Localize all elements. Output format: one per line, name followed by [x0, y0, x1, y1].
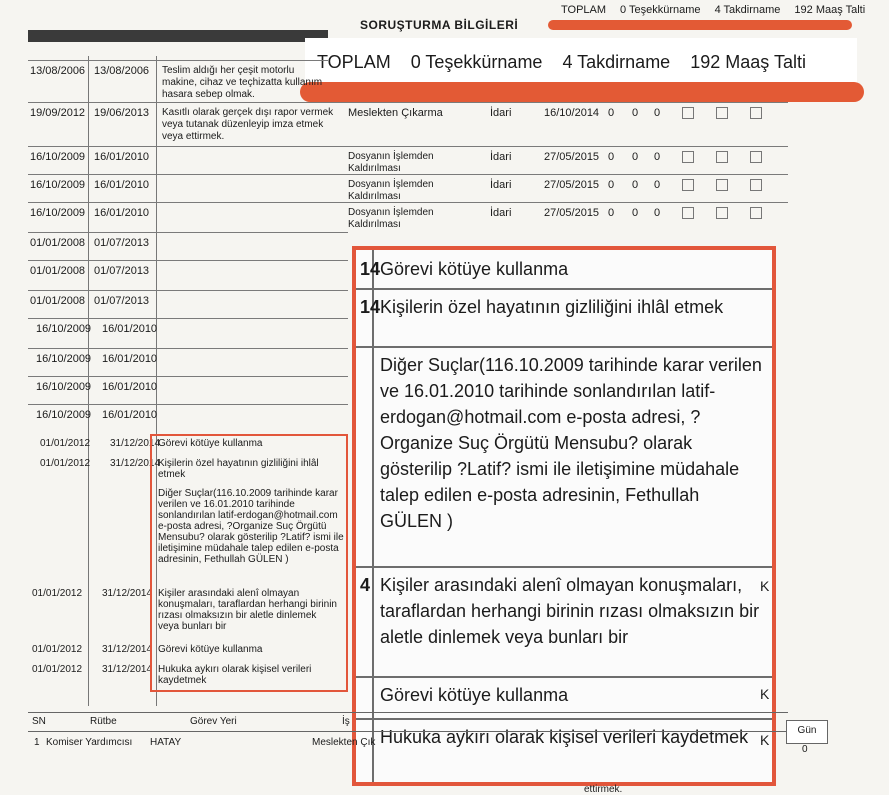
row-date: 27/05/2015: [544, 179, 600, 191]
table-row: [28, 376, 348, 405]
salary-count: 192: [794, 4, 813, 16]
table-row: [28, 404, 348, 433]
highlight-underline-zoomed: [300, 82, 864, 102]
row-result: Dosyanın İşlemden Kaldırılması: [348, 207, 434, 230]
table-row: [28, 102, 788, 147]
row-start-date: 16/10/2009: [30, 151, 86, 163]
summary-total-label: TOPLAM: [561, 4, 607, 16]
row-count-a: 0: [608, 151, 615, 163]
row-start-date: 01/01/2008: [30, 295, 86, 307]
award-label: Takdirname: [723, 4, 781, 16]
small-end-date: 31/12/2014: [102, 588, 153, 599]
small-description: Kişiler arasındaki alenî olmayan konuşmaları, taraflardan herhangi birinin rızası olmaksızın bir aletle dinlemek veya bunları bir: [158, 588, 337, 632]
row-start-date: 16/10/2009: [36, 409, 92, 421]
row-start-date: 16/10/2009: [36, 381, 92, 393]
row-count-a: 0: [608, 207, 615, 219]
row-description: Kasıtlı olarak gerçek dışı rapor vermek veya tutanak düzenleyip imza etmek veya ettirmek.: [162, 107, 334, 142]
thanks-count-zoom: 0: [410, 51, 421, 72]
table-row: [28, 232, 348, 261]
small-end-date: 31/12/2014: [110, 438, 161, 449]
row-end-date: 16/01/2010: [94, 179, 150, 191]
row-count-c: 0: [654, 151, 661, 163]
row-end-date: 16/01/2010: [94, 151, 150, 163]
row-unit: İdari: [490, 151, 512, 163]
zoomed-offense-panel: [352, 246, 776, 786]
row-start-date: 01/01/2008: [30, 237, 86, 249]
award-count-zoom: 4: [562, 51, 573, 72]
row-end-date: 16/01/2010: [94, 207, 150, 219]
small-description: Kişilerin özel hayatının gizliliğini ihlâl etmek: [158, 458, 319, 480]
personnel-result: Meslekten Çık: [312, 737, 376, 748]
small-description: Görevi kötüye kullanma: [158, 438, 263, 449]
zoom-edge-mark: K: [760, 732, 770, 748]
row-checkboxes: [682, 179, 784, 194]
table-row: [28, 174, 788, 203]
header-rank: Rütbe: [90, 716, 117, 727]
zoom-row: [356, 250, 772, 290]
thanks-label: Teşekkürname: [629, 4, 701, 16]
personnel-header: [28, 712, 788, 732]
day-header-cell: [786, 720, 828, 744]
zoom-edge-mark: K: [760, 578, 770, 594]
salary-count-zoom: 192: [690, 51, 721, 72]
row-count-b: 0: [632, 107, 639, 119]
zoom-row-number: 14: [360, 297, 381, 317]
row-count-b: 0: [632, 207, 639, 219]
personnel-sn: 1: [34, 737, 40, 748]
header-day: Gün: [797, 725, 817, 736]
personnel-rank: Komiser Yardımcısı: [46, 737, 133, 748]
small-description: Hukuka aykırı olarak kişisel verileri kaydetmek: [158, 664, 312, 686]
row-count-b: 0: [632, 179, 639, 191]
row-count-c: 0: [654, 179, 661, 191]
row-start-date: 16/10/2009: [30, 207, 86, 219]
table-row: [28, 260, 348, 289]
row-end-date: 01/07/2013: [94, 237, 150, 249]
section-title: SORUŞTURMA BİLGİLERİ: [360, 18, 519, 32]
row-checkboxes: [682, 107, 784, 122]
row-date: 27/05/2015: [544, 207, 600, 219]
row-count-b: 0: [632, 151, 639, 163]
table-row: [28, 318, 348, 347]
table-row: [28, 202, 788, 231]
award-count: 4: [714, 4, 721, 16]
thanks-count: 0: [620, 4, 627, 16]
row-checkboxes: [682, 151, 784, 166]
zoom-row-text: Görevi kötüye kullanma: [380, 259, 569, 279]
zoom-row: [356, 566, 772, 678]
zoom-row: [356, 288, 772, 348]
row-unit: İdari: [490, 179, 512, 191]
table-header-bar: [28, 30, 328, 42]
row-unit: İdari: [490, 107, 512, 119]
row-unit: İdari: [490, 207, 512, 219]
small-start-date: 01/01/2012: [32, 664, 83, 675]
row-end-date: 16/01/2010: [102, 353, 158, 365]
row-start-date: 16/10/2009: [30, 179, 86, 191]
zoom-row-text: Hukuka aykırı olarak kişisel verileri kaydetmek: [380, 727, 749, 747]
row-count-c: 0: [654, 207, 661, 219]
zoom-row-number: 14: [360, 259, 381, 279]
salary-label-zoom: Maaş Talti: [725, 51, 806, 72]
row-end-date: 19/06/2013: [94, 107, 150, 119]
row-count-a: 0: [608, 107, 615, 119]
zoom-row-text: Kişilerin özel hayatının gizliliğini ihlâl etmek: [380, 297, 724, 317]
table-row: [28, 146, 788, 175]
highlight-underline-small: [548, 20, 852, 30]
thanks-label-zoom: Teşekkürname: [425, 51, 543, 72]
row-end-date: 16/01/2010: [102, 381, 158, 393]
summary-total-label-zoom: TOPLAM: [317, 51, 391, 72]
header-sn: SN: [32, 716, 46, 727]
table-row: [28, 290, 348, 319]
highlight-box-small: [150, 434, 348, 692]
row-end-date: 01/07/2013: [94, 265, 150, 277]
table-row: [28, 348, 348, 377]
row-date: 27/05/2015: [544, 151, 600, 163]
row-end-date: 16/01/2010: [102, 323, 158, 335]
row-count-a: 0: [608, 179, 615, 191]
row-end-date: 16/01/2010: [102, 409, 158, 421]
row-end-date: 13/08/2006: [94, 65, 150, 77]
small-start-date: 01/01/2012: [40, 458, 91, 469]
award-label-zoom: Takdirname: [577, 51, 671, 72]
footer-fragment: ettirmek.: [584, 784, 623, 795]
row-end-date: 01/07/2013: [94, 295, 150, 307]
small-end-date: 31/12/2014: [102, 644, 153, 655]
row-start-date: 16/10/2009: [36, 323, 92, 335]
header-is: İş: [342, 716, 350, 727]
header-post: Görev Yeri: [190, 716, 237, 727]
zoom-row-text: Görevi kötüye kullanma: [380, 685, 569, 705]
summary-strip-zoomed: [305, 38, 857, 86]
row-result: Dosyanın İşlemden Kaldırılması: [348, 151, 434, 174]
personnel-day: 0: [802, 744, 808, 755]
small-start-date: 01/01/2012: [32, 588, 83, 599]
zoom-edge-mark: K: [760, 686, 770, 702]
row-result: Dosyanın İşlemden Kaldırılması: [348, 179, 434, 202]
row-start-date: 16/10/2009: [36, 353, 92, 365]
row-date: 16/10/2014: [544, 107, 600, 119]
small-description: Diğer Suçlar(116.10.2009 tarihinde karar verilen ve 16.01.2010 tarihinde sonlandırılan latif-erdogan@hotmail.com e-posta adresi, ?Organize Suç Örgütü Mensubu? olarak gösterilip ?Latif? ismi ile iletişimine müdahale talep edilen e-posta adresinin, Fethullah GÜLEN ): [158, 488, 344, 565]
row-result: Meslekten Çıkarma: [348, 107, 443, 119]
small-start-date: 01/01/2012: [32, 644, 83, 655]
small-end-date: 31/12/2014: [110, 458, 161, 469]
small-end-date: 31/12/2014: [102, 664, 153, 675]
row-start-date: 19/09/2012: [30, 107, 86, 119]
salary-label: Maaş Talti: [815, 4, 866, 16]
row-start-date: 13/08/2006: [30, 65, 86, 77]
row-description: Teslim aldığı her çeşit motorlu makine, cihaz ve teçhizatta kullanım hasara sebep olmak.: [162, 65, 323, 100]
zoom-row: [356, 346, 772, 568]
row-start-date: 01/01/2008: [30, 265, 86, 277]
row-count-c: 0: [654, 107, 661, 119]
row-checkboxes: [682, 207, 784, 222]
personnel-post: HATAY: [150, 737, 182, 748]
zoom-row-number: 4: [360, 575, 371, 595]
zoom-row-text: Kişiler arasındaki alenî olmayan konuşmaları, taraflardan herhangi birinin rızası olmaksızın bir aletle dinlemek veya bunları bir: [380, 575, 760, 647]
small-description: Görevi kötüye kullanma: [158, 644, 263, 655]
small-start-date: 01/01/2012: [40, 438, 91, 449]
zoom-row-text: Diğer Suçlar(116.10.2009 tarihinde karar verilen ve 16.01.2010 tarihinde sonlandırılan latif-erdogan@hotmail.com e-posta adresi, ?Organize Suç Örgütü Mensubu? olarak gösterilip ?Latif? ismi ile iletişimine müdahale talep edilen e-posta adresinin, Fethullah GÜLEN ): [380, 355, 762, 531]
